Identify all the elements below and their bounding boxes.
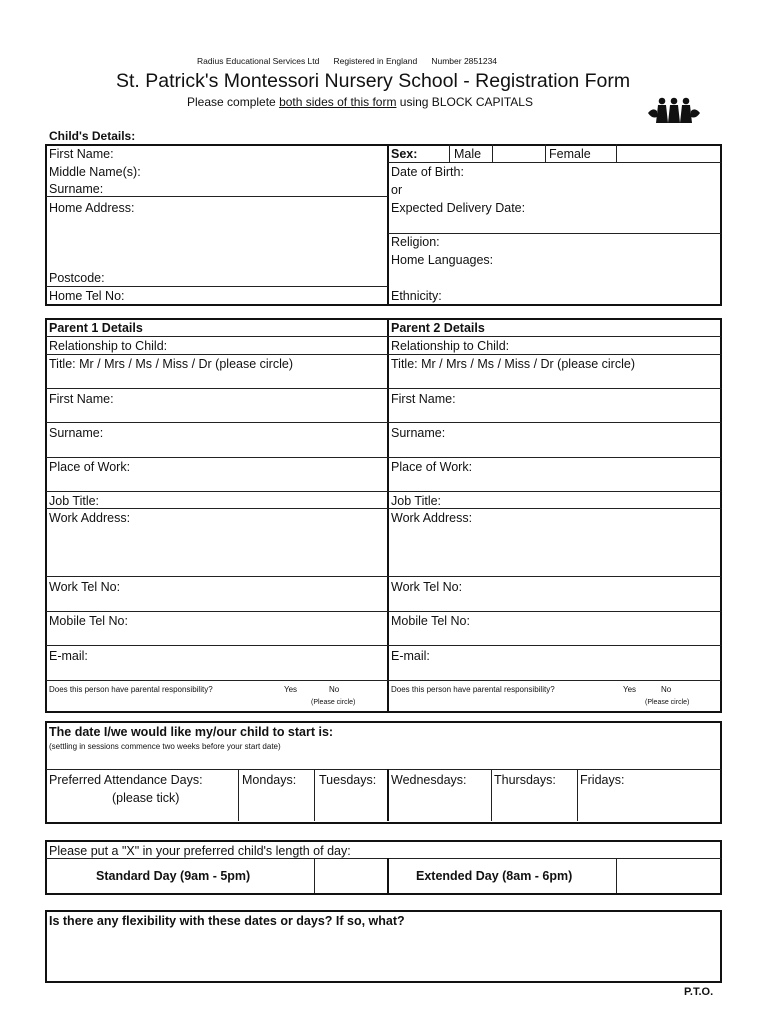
child-home-tel-field[interactable]: Home Tel No: <box>49 289 125 303</box>
parent2-parental-question: Does this person have parental responsibility? <box>391 685 555 694</box>
parent2-first-name-field[interactable]: First Name: <box>391 392 456 406</box>
parent2-work-tel-field[interactable]: Work Tel No: <box>391 580 463 594</box>
day-monday-checkbox[interactable]: Mondays: <box>242 773 297 787</box>
parent2-yes-option[interactable]: Yes <box>623 685 637 694</box>
pto-label: P.T.O. <box>684 986 714 998</box>
day-thursday-checkbox[interactable]: Thursdays: <box>494 773 556 787</box>
parent2-no-option[interactable]: No <box>661 685 672 694</box>
parent2-place-of-work-field[interactable]: Place of Work: <box>391 460 473 474</box>
standard-day-label: Standard Day (9am - 5pm) <box>96 869 251 883</box>
children-silhouette-icon <box>648 95 700 127</box>
sex-male-box[interactable] <box>493 145 545 162</box>
parent1-surname-field[interactable]: Surname: <box>49 426 104 440</box>
standard-day-box[interactable] <box>315 859 386 892</box>
dob-or-label: or <box>391 183 403 197</box>
flexibility-question: Is there any flexibility with these dates or days? If so, what? <box>49 914 405 928</box>
day-wednesday-checkbox[interactable]: Wednesdays: <box>391 773 467 787</box>
parent1-work-address-field[interactable]: Work Address: <box>49 511 131 525</box>
attendance-label: Preferred Attendance Days: <box>49 773 203 787</box>
attendance-tick-note: (please tick) <box>112 791 180 805</box>
child-postcode-field[interactable]: Postcode: <box>49 271 105 285</box>
parent1-job-title-field[interactable]: Job Title: <box>49 494 100 508</box>
form-title: St. Patrick's Montessori Nursery School - Registration Form <box>116 70 631 92</box>
child-middle-names-field[interactable]: Middle Name(s): <box>49 165 141 179</box>
parent1-email-field[interactable]: E-mail: <box>49 649 88 663</box>
parent1-mobile-tel-field[interactable]: Mobile Tel No: <box>49 614 128 628</box>
parent1-circle-note: (Please circle) <box>311 699 356 706</box>
parent2-email-field[interactable]: E-mail: <box>391 649 430 663</box>
child-dob-field[interactable]: Date of Birth: <box>391 165 464 179</box>
company-line: Radius Educational Services Ltd Registered in England Number 2851234 <box>197 56 498 66</box>
start-date-input-area[interactable] <box>47 755 719 768</box>
parent1-place-of-work-field[interactable]: Place of Work: <box>49 460 131 474</box>
parent1-yes-option[interactable]: Yes <box>284 685 298 694</box>
flexibility-answer-area[interactable] <box>47 930 719 980</box>
parent1-relationship-field[interactable]: Relationship to Child: <box>49 339 168 353</box>
parent1-no-option[interactable]: No <box>329 685 340 694</box>
parent2-work-address-field[interactable]: Work Address: <box>391 511 473 525</box>
extended-day-label: Extended Day (8am - 6pm) <box>416 869 573 883</box>
parent1-work-tel-field[interactable]: Work Tel No: <box>49 580 121 594</box>
sex-male-option[interactable]: Male <box>454 147 482 161</box>
child-first-name-field[interactable]: First Name: <box>49 147 114 161</box>
parent2-mobile-tel-field[interactable]: Mobile Tel No: <box>391 614 470 628</box>
parent2-job-title-field[interactable]: Job Title: <box>391 494 442 508</box>
ethnicity-field[interactable]: Ethnicity: <box>391 289 442 303</box>
parent2-heading: Parent 2 Details <box>391 321 485 335</box>
start-date-note: (settling in sessions commence two weeks before your start date) <box>49 742 281 751</box>
instruction-pre: Please complete <box>187 95 280 109</box>
sex-label: Sex: <box>391 147 418 161</box>
parent2-relationship-field[interactable]: Relationship to Child: <box>391 339 510 353</box>
instruction-underlined: both sides of this form <box>279 95 397 109</box>
day-tuesday-checkbox[interactable]: Tuesdays: <box>319 773 377 787</box>
sex-female-box[interactable] <box>617 145 720 162</box>
parent2-title-field[interactable]: Title: Mr / Mrs / Ms / Miss / Dr (please circle) <box>391 357 635 371</box>
parent2-circle-note: (Please circle) <box>645 699 690 706</box>
day-friday-checkbox[interactable]: Fridays: <box>580 773 625 787</box>
extended-day-box[interactable] <box>617 859 719 892</box>
expected-delivery-field[interactable]: Expected Delivery Date: <box>391 201 526 215</box>
parent1-title-field[interactable]: Title: Mr / Mrs / Ms / Miss / Dr (please circle) <box>49 357 293 371</box>
start-date-heading: The date I/we would like my/our child to start is: <box>49 725 334 739</box>
child-surname-field[interactable]: Surname: <box>49 182 104 196</box>
instruction-post: using BLOCK CAPITALS <box>396 95 533 109</box>
length-of-day-prompt: Please put a "X" in your preferred child's length of day: <box>49 844 351 858</box>
child-section-heading: Child's Details: <box>49 129 136 143</box>
child-home-address-field[interactable]: Home Address: <box>49 201 135 215</box>
religion-field[interactable]: Religion: <box>391 235 440 249</box>
form-instruction <box>187 96 533 108</box>
parent2-surname-field[interactable]: Surname: <box>391 426 446 440</box>
parent1-heading: Parent 1 Details <box>49 321 143 335</box>
sex-female-option[interactable]: Female <box>549 147 591 161</box>
parent1-first-name-field[interactable]: First Name: <box>49 392 114 406</box>
home-languages-field[interactable]: Home Languages: <box>391 253 494 267</box>
parent1-parental-question: Does this person have parental responsibility? <box>49 685 213 694</box>
